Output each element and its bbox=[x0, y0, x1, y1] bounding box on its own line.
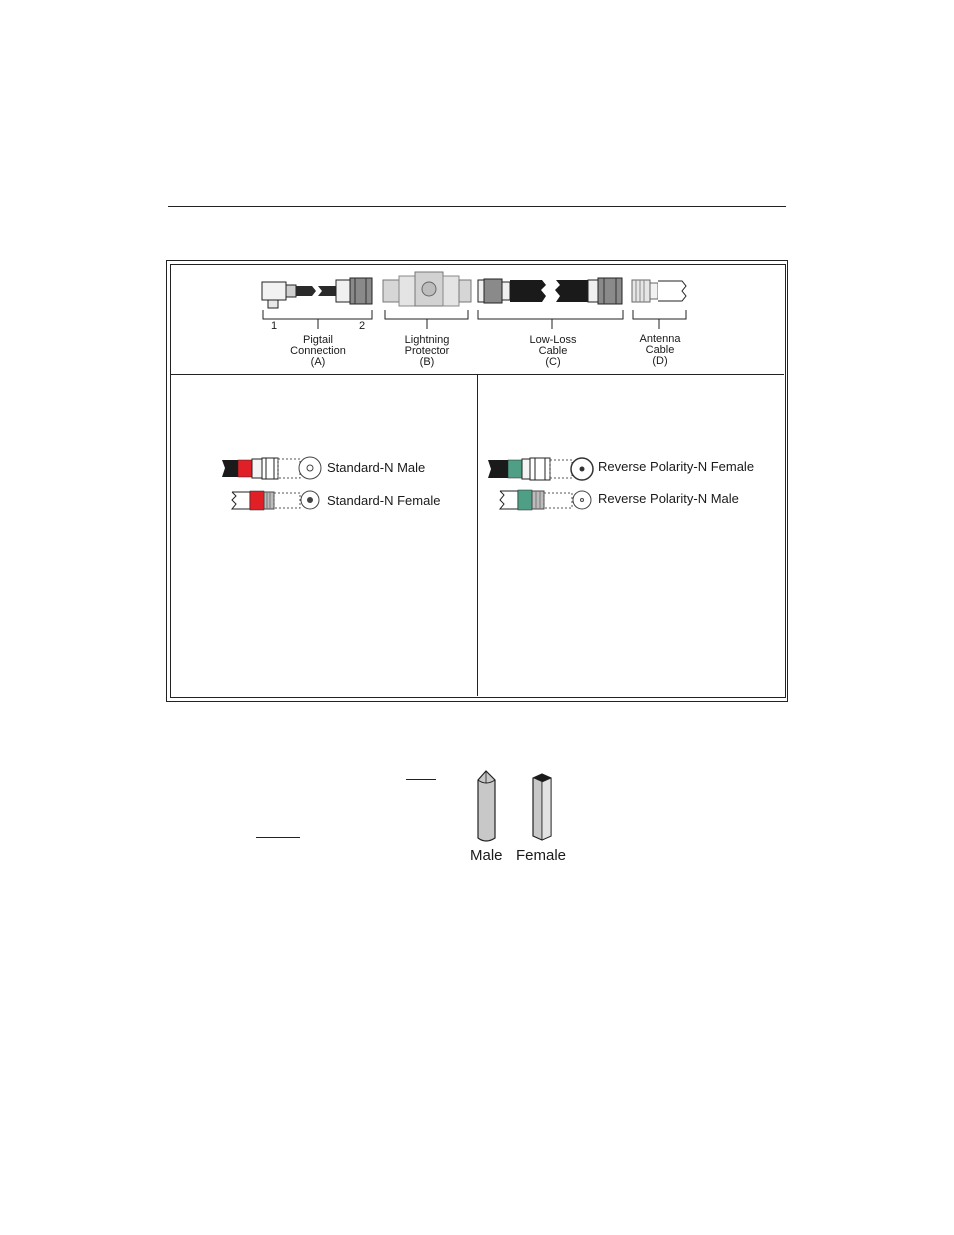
lowloss-label: Low-Loss Cable (C) bbox=[529, 334, 577, 368]
female-pin-label: Female bbox=[516, 847, 567, 864]
protector-label: Lightning Protector (B) bbox=[404, 334, 450, 368]
pigtail-end-1-label: 1 bbox=[271, 320, 278, 332]
standard-n-female-label: Standard-N Female bbox=[327, 493, 441, 508]
male-pin-icon bbox=[478, 771, 495, 841]
reverse-polarity-n-female-label: Reverse Polarity-N Female bbox=[598, 459, 755, 474]
pigtail-label: Pigtail Connection (A) bbox=[290, 334, 346, 368]
female-pin-icon bbox=[533, 774, 551, 840]
male-pin-label: Male bbox=[470, 847, 503, 864]
antenna-label: Antenna Cable (D) bbox=[639, 333, 681, 367]
pigtail-end-2-label: 2 bbox=[359, 320, 366, 332]
standard-n-male-label: Standard-N Male bbox=[327, 460, 426, 475]
reverse-polarity-n-male-label: Reverse Polarity-N Male bbox=[598, 491, 739, 506]
